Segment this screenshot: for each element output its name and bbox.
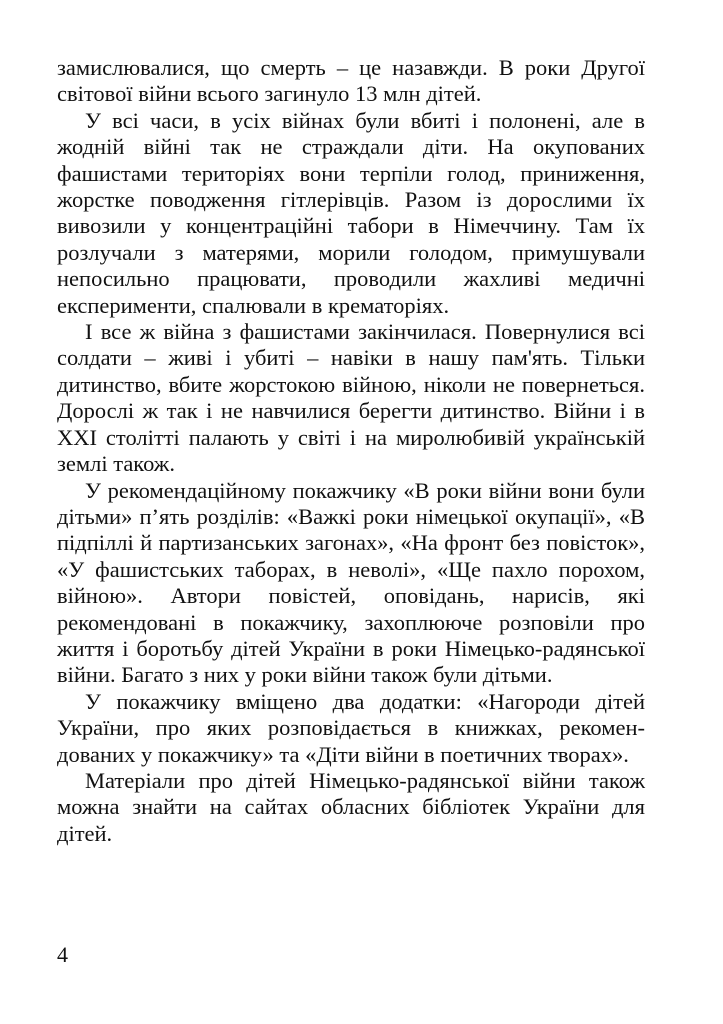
page-number: 4 — [57, 942, 68, 967]
paragraph-war-ended: І все ж війна з фашистами закінчилася. Повернулися всі солдати – живі і убиті – навіки в нашу пам'ять. Тільки дитинство, вбите жорстокою війною, ніколи не повернеться. Дорослі ж так і не навчилися берегти дитинство. Війни і в XXI столітті палають у світі і на миролюбивій українській землі також. — [57, 319, 645, 477]
paragraph-materials: Матеріали про дітей Німецько-радянської війни також можна знайти на сайтах обласних бібліотек України для дітей. — [57, 767, 645, 846]
paragraph-index-sections: У рекомендаційному покажчику «В роки війни вони були дітьми» п’ять розділів: «Важкі роки німецької окупації», «В підпіллі й партизанських загонах», «На фронт без повісток», «У фашистських таборах, в неволі», «Ще пахло порохом, війною». Автори повістей, оповідань, нарисів, які рекомендовані в покажчику, захоплююче розповіли про життя і боротьбу дітей України в роки Німецько-радянської війни. Багато з них у роки війни також були дітьми. — [57, 477, 645, 688]
paragraph-war-suffering: У всі часи, в усіх війнах були вбиті і полонені, але в жодній війні так не страждали діти. На окупованих фашистами територіях вони терпіли голод, приниження, жорстке поводження гітлерівців. Разом із дорослими їх вивозили у концентраційні табори в Німеччину. Там їх розлучали з матерями, морили голодом, примушували непосильно працювати, проводили жахливі медичні експерименти, спалювали в крематоріях. — [57, 107, 645, 318]
paragraph-continuation: замислювалися, що смерть – це назавжди. В роки Другої світової війни всього загинуло 13 млн дітей. — [57, 55, 645, 107]
paragraph-appendices: У покажчику вміщено два додатки: «Нагороди дітей України, про яких розповідається в книжках, рекомендованих у покажчику» та «Діти війни в поетичних творах». — [57, 688, 645, 767]
body-text — [57, 55, 645, 847]
